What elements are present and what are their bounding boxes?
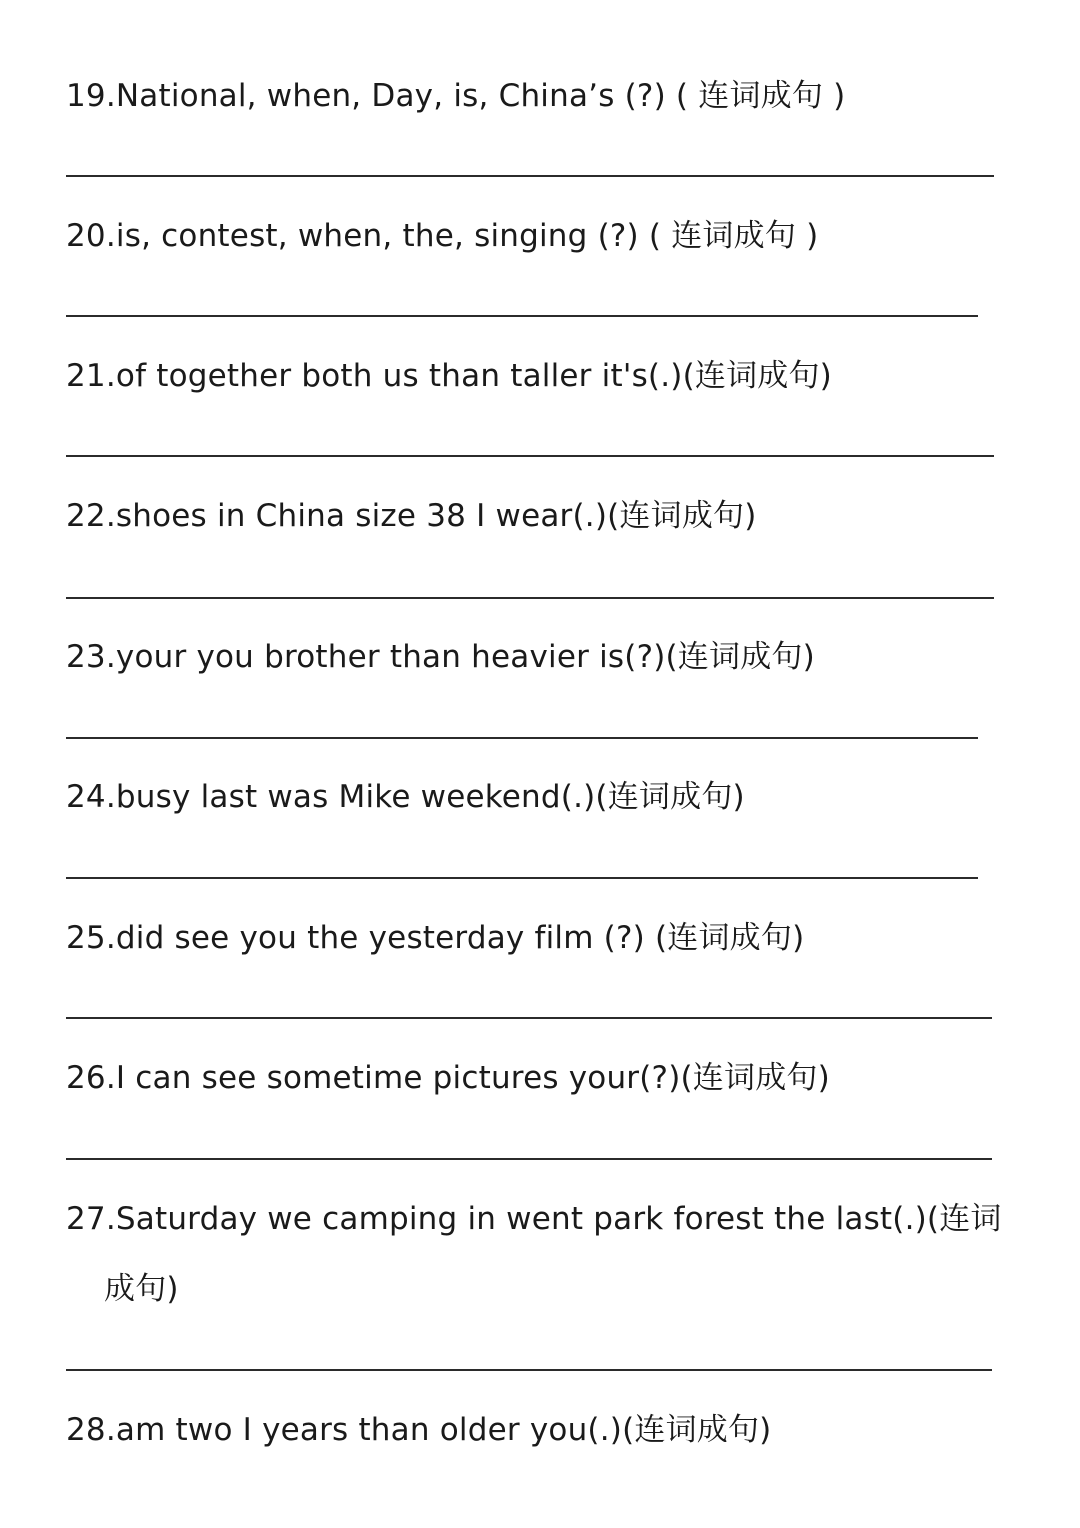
answer-line-24[interactable] bbox=[66, 877, 978, 879]
question-number: 24. bbox=[66, 779, 116, 815]
answer-line-21[interactable] bbox=[66, 455, 994, 457]
question-text: shoes in China size 38 I wear(.)(连词成句) bbox=[115, 498, 757, 534]
question-text: National, when, Day, is, China’s (?) ( 连词成句 ) bbox=[115, 78, 846, 114]
question-27 bbox=[66, 1201, 1026, 1307]
question-number: 21. bbox=[66, 358, 116, 394]
question-number: 19. bbox=[66, 78, 116, 114]
question-number: 26. bbox=[66, 1060, 116, 1096]
question-number: 25. bbox=[66, 920, 116, 956]
question-text: Saturday we camping in went park forest the last(.)(连词 bbox=[115, 1201, 1002, 1237]
question-25 bbox=[66, 920, 1026, 956]
question-28 bbox=[66, 1412, 1026, 1448]
question-24 bbox=[66, 779, 1026, 815]
question-text: am two I years than older you(.)(连词成句) bbox=[115, 1412, 772, 1448]
answer-line-20[interactable] bbox=[66, 315, 978, 317]
question-20 bbox=[66, 218, 1026, 254]
answer-line-27[interactable] bbox=[66, 1369, 992, 1371]
question-number: 20. bbox=[66, 218, 116, 254]
question-19 bbox=[66, 78, 1026, 114]
question-text: of together both us than taller it's(.)(连词成句) bbox=[115, 358, 832, 394]
answer-line-23[interactable] bbox=[66, 737, 978, 739]
question-text: busy last was Mike weekend(.)(连词成句) bbox=[115, 779, 745, 815]
answer-line-19[interactable] bbox=[66, 175, 994, 177]
question-number: 23. bbox=[66, 639, 116, 675]
question-22 bbox=[66, 498, 1026, 534]
question-number: 27. bbox=[66, 1201, 116, 1237]
question-text: your you brother than heavier is(?)(连词成句) bbox=[115, 639, 815, 675]
question-text-continuation: 成句) bbox=[104, 1271, 179, 1307]
question-text: is, contest, when, the, singing (?) ( 连词成句 ) bbox=[115, 218, 819, 254]
question-23 bbox=[66, 639, 1026, 675]
question-text: I can see sometime pictures your(?)(连词成句) bbox=[115, 1060, 830, 1096]
answer-line-26[interactable] bbox=[66, 1158, 992, 1160]
answer-line-25[interactable] bbox=[66, 1017, 992, 1019]
question-21 bbox=[66, 358, 1026, 394]
question-text: did see you the yesterday film (?) (连词成句) bbox=[115, 920, 805, 956]
question-number: 22. bbox=[66, 498, 116, 534]
question-26 bbox=[66, 1060, 1026, 1096]
question-number: 28. bbox=[66, 1412, 116, 1448]
answer-line-22[interactable] bbox=[66, 597, 994, 599]
